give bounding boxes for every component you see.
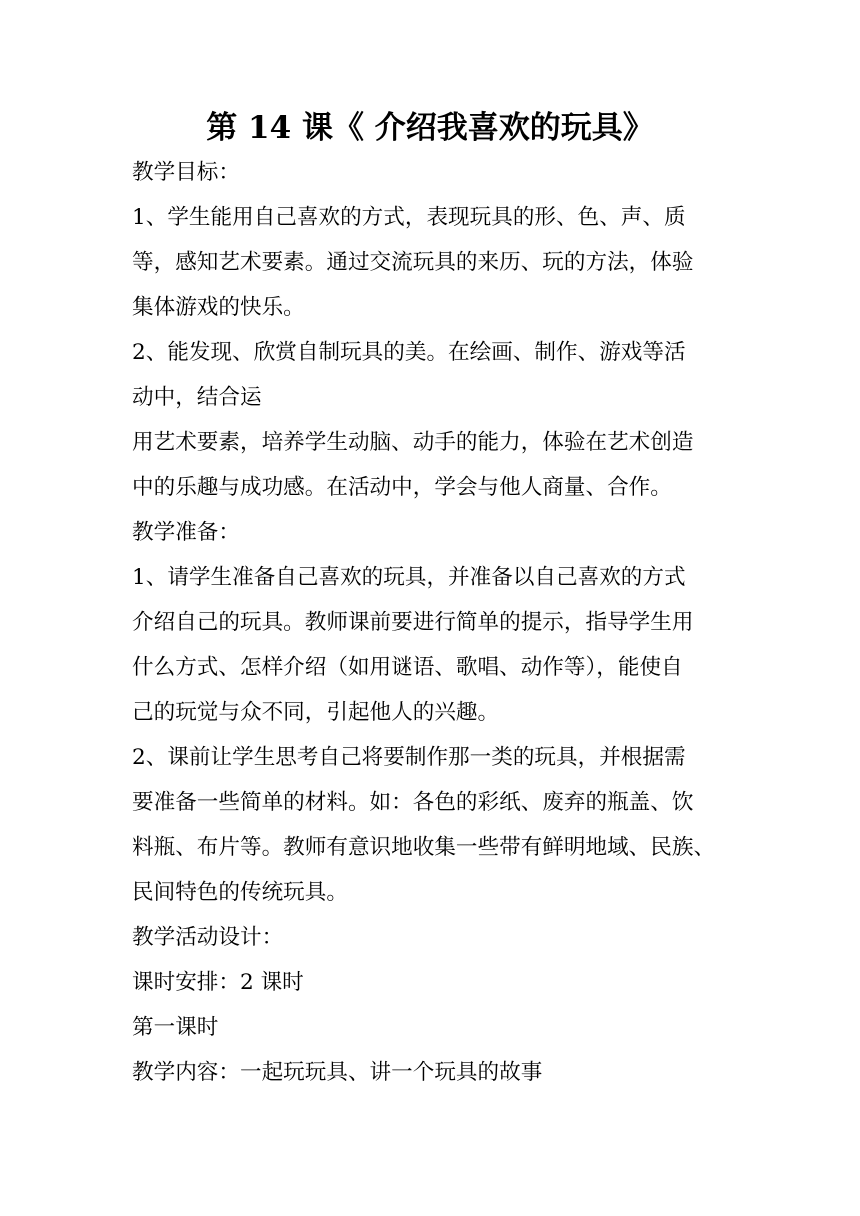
paragraph-line: 2、能发现、欣赏自制玩具的美。在绘画、制作、游戏等活 <box>132 340 686 365</box>
lesson-heading: 第一课时 <box>132 1015 219 1040</box>
section-heading-objectives: 教学目标： <box>132 160 240 185</box>
paragraph-line: 2、课前让学生思考自己将要制作那一类的玩具，并根据需 <box>132 745 686 770</box>
section-heading-activity-design: 教学活动设计： <box>132 925 284 950</box>
paragraph-line: 1、请学生准备自己喜欢的玩具，并准备以自己喜欢的方式 <box>132 565 686 590</box>
schedule-line: 课时安排：2 课时 <box>132 970 304 995</box>
paragraph-line: 己的玩觉与众不同，引起他人的兴趣。 <box>132 700 500 725</box>
paragraph-line: 用艺术要素，培养学生动脑、动手的能力，体验在艺术创造 <box>132 430 694 455</box>
paragraph-line: 集体游戏的快乐。 <box>132 295 305 320</box>
paragraph-line: 中的乐趣与成功感。在活动中，学会与他人商量、合作。 <box>132 475 672 500</box>
paragraph-line: 民间特色的传统玩具。 <box>132 880 348 905</box>
paragraph-line: 要准备一些简单的材料。如：各色的彩纸、废弃的瓶盖、饮 <box>132 790 694 815</box>
page-title: 第 14 课《 介绍我喜欢的玩具》 <box>206 110 654 146</box>
paragraph-line: 等，感知艺术要素。通过交流玩具的来历、玩的方法，体验 <box>132 250 694 275</box>
paragraph-line: 1、学生能用自己喜欢的方式，表现玩具的形、色、声、质 <box>132 205 686 230</box>
paragraph-line: 介绍自己的玩具。教师课前要进行简单的提示，指导学生用 <box>132 610 694 635</box>
lesson-content-line: 教学内容：一起玩玩具、讲一个玩具的故事 <box>132 1060 543 1085</box>
paragraph-line: 料瓶、布片等。教师有意识地收集一些带有鲜明地域、民族、 <box>132 835 716 860</box>
paragraph-line: 动中，结合运 <box>132 385 262 410</box>
section-heading-preparation: 教学准备： <box>132 520 240 545</box>
paragraph-line: 什么方式、怎样介绍（如用谜语、歌唱、动作等），能使自 <box>132 655 683 680</box>
